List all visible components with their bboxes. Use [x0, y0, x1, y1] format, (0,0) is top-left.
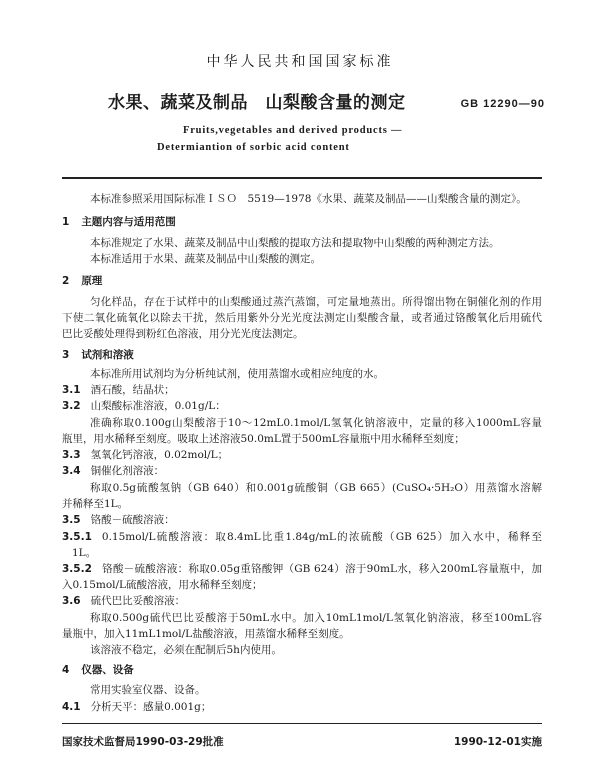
section-3-heading: [62, 348, 134, 362]
clause-text: 酒石酸，结晶状；: [90, 384, 175, 396]
clause-text: 氢氧化钙溶液，0.02mol/L；: [90, 449, 229, 461]
clause-3-6: [62, 594, 185, 608]
approval-date: 国家技术监督局1990-03-29批准: [62, 736, 224, 748]
english-title-line-2: Determiantion of sorbic acid content: [157, 142, 350, 153]
clause-3-4-line: 称取0.5g硫酸氢钠（GB 640）和0.001g硫酸铜（GB 665）(CuSO₄·5H₂O）用蒸馏水溶解: [90, 482, 542, 494]
clause-3-5: [62, 513, 175, 527]
clause-text: 铬酸－硫酸溶液：称取0.05g重铬酸钾（GB 624）溶于90mL水，移入200mL容量瓶中，加: [101, 563, 542, 575]
clause-3-6-note: 该溶液不稳定，必须在配制后5h内使用。: [90, 644, 282, 656]
section-number: 2: [62, 275, 70, 287]
clause-3-4-line: 并稀释至1L。: [62, 498, 129, 510]
clause-text: 山梨酸标准溶液，0.01g/L：: [90, 400, 226, 412]
clause-3-5-2: [62, 562, 542, 576]
section-4-intro: 常用实验室仪器、设备。: [90, 684, 206, 696]
section-3-intro: 本标准所用试剂均为分析纯试剂，使用蒸馏水或相应纯度的水。: [90, 368, 384, 380]
clause-3-5-2-line: 入0.15mol/L硫酸溶液，用水稀释至刻度；: [62, 579, 263, 591]
section-1-line: 本标准规定了水果、蔬菜及制品中山梨酸的提取方法和提取物中山梨酸的两种测定方法。: [90, 237, 500, 249]
clause-3-5-1-line: 1L。: [72, 547, 97, 559]
section-title: 试剂和溶液: [81, 349, 134, 361]
section-4-heading: [62, 663, 134, 677]
document-title: 水果、蔬菜及制品 山梨酸含量的测定: [108, 93, 406, 113]
section-title: 原理: [81, 275, 103, 287]
footer-divider: [62, 723, 542, 724]
clause-text: 0.15mol/L硫酸溶液：取8.4mL比重1.84g/mL的浓硫酸（GB 625）加入水中，稀释至: [101, 531, 542, 543]
clause-3-1: [62, 383, 175, 397]
english-title-line-1: Fruits,vegetables and derived products —: [183, 125, 403, 136]
clause-number: 3.2: [62, 400, 81, 412]
section-1-line: 本标准适用于水果、蔬菜及制品中山梨酸的测定。: [90, 253, 321, 265]
clause-3-2-line: 瓶里，用水稀释至刻度。吸取上述溶液50.0mL置于500mL容量瓶中用水稀释至刻度；: [62, 433, 465, 445]
clause-text: 硫代巴比妥酸溶液：: [90, 595, 186, 607]
clause-number: 3.5: [62, 514, 81, 526]
clause-text: 分析天平：感量0.001g；: [90, 701, 212, 713]
section-2-line: 匀化样品，存在于试样中的山梨酸通过蒸汽蒸馏，可定量地蒸出。所得馏出物在铜催化剂的作用: [90, 296, 542, 308]
section-number: 4: [62, 664, 70, 676]
header-divider: [62, 177, 542, 179]
clause-3-6-line: 量瓶中，加入11mL1mol/L盐酸溶液，用蒸馏水稀释至刻度。: [62, 628, 350, 640]
clause-number: 3.5.2: [62, 563, 92, 575]
section-title: 仪器、设备: [81, 664, 134, 676]
clause-number: 3.1: [62, 384, 81, 396]
clause-text: 铜催化剂溶液：: [90, 465, 165, 477]
clause-3-4: [62, 464, 164, 478]
clause-3-2-line: 准确称取0.100g山梨酸溶于10～12mL0.1mol/L氢氧化钠溶液中，定量的移入1000mL容量: [90, 417, 542, 429]
section-2-line: 下使二氧化硫氧化以除去干扰，然后用紫外分光光度法测定山梨酸含量，或者通过铬酸氧化后用硫代: [62, 312, 542, 324]
section-1-heading: [62, 215, 176, 229]
effective-date: 1990-12-01实施: [453, 736, 542, 748]
clause-3-2: [62, 399, 226, 413]
clause-3-5-1: [62, 530, 542, 544]
clause-text: 铬酸－硫酸溶液：: [90, 514, 175, 526]
clause-number: 3.3: [62, 449, 81, 461]
section-2-heading: [62, 274, 102, 288]
section-2-line: 巴比妥酸处理得到粉红色溶液，用分光光度法测定。: [62, 328, 304, 340]
clause-number: 4.1: [62, 701, 81, 713]
clause-number: 3.6: [62, 595, 81, 607]
clause-3-3: [62, 448, 228, 462]
section-number: 1: [62, 216, 70, 228]
standard-code: GB 12290—90: [460, 98, 545, 110]
clause-3-6-line: 称取0.500g硫代巴比妥酸溶于50mL水中。加入10mL1mol/L氢氧化钠溶液，移至100mL容: [90, 612, 542, 624]
intro-paragraph: 本标准参照采用国际标准ＩＳＯ 5519—1978《水果、蔬菜及制品——山梨酸含量的测定》。: [90, 193, 527, 205]
section-number: 3: [62, 349, 70, 361]
national-standard-heading: 中华人民共和国国家标准: [206, 54, 394, 70]
clause-4-1: [62, 700, 211, 714]
clause-number: 3.5.1: [62, 531, 92, 543]
clause-number: 3.4: [62, 465, 81, 477]
section-title: 主题内容与适用范围: [81, 216, 176, 228]
